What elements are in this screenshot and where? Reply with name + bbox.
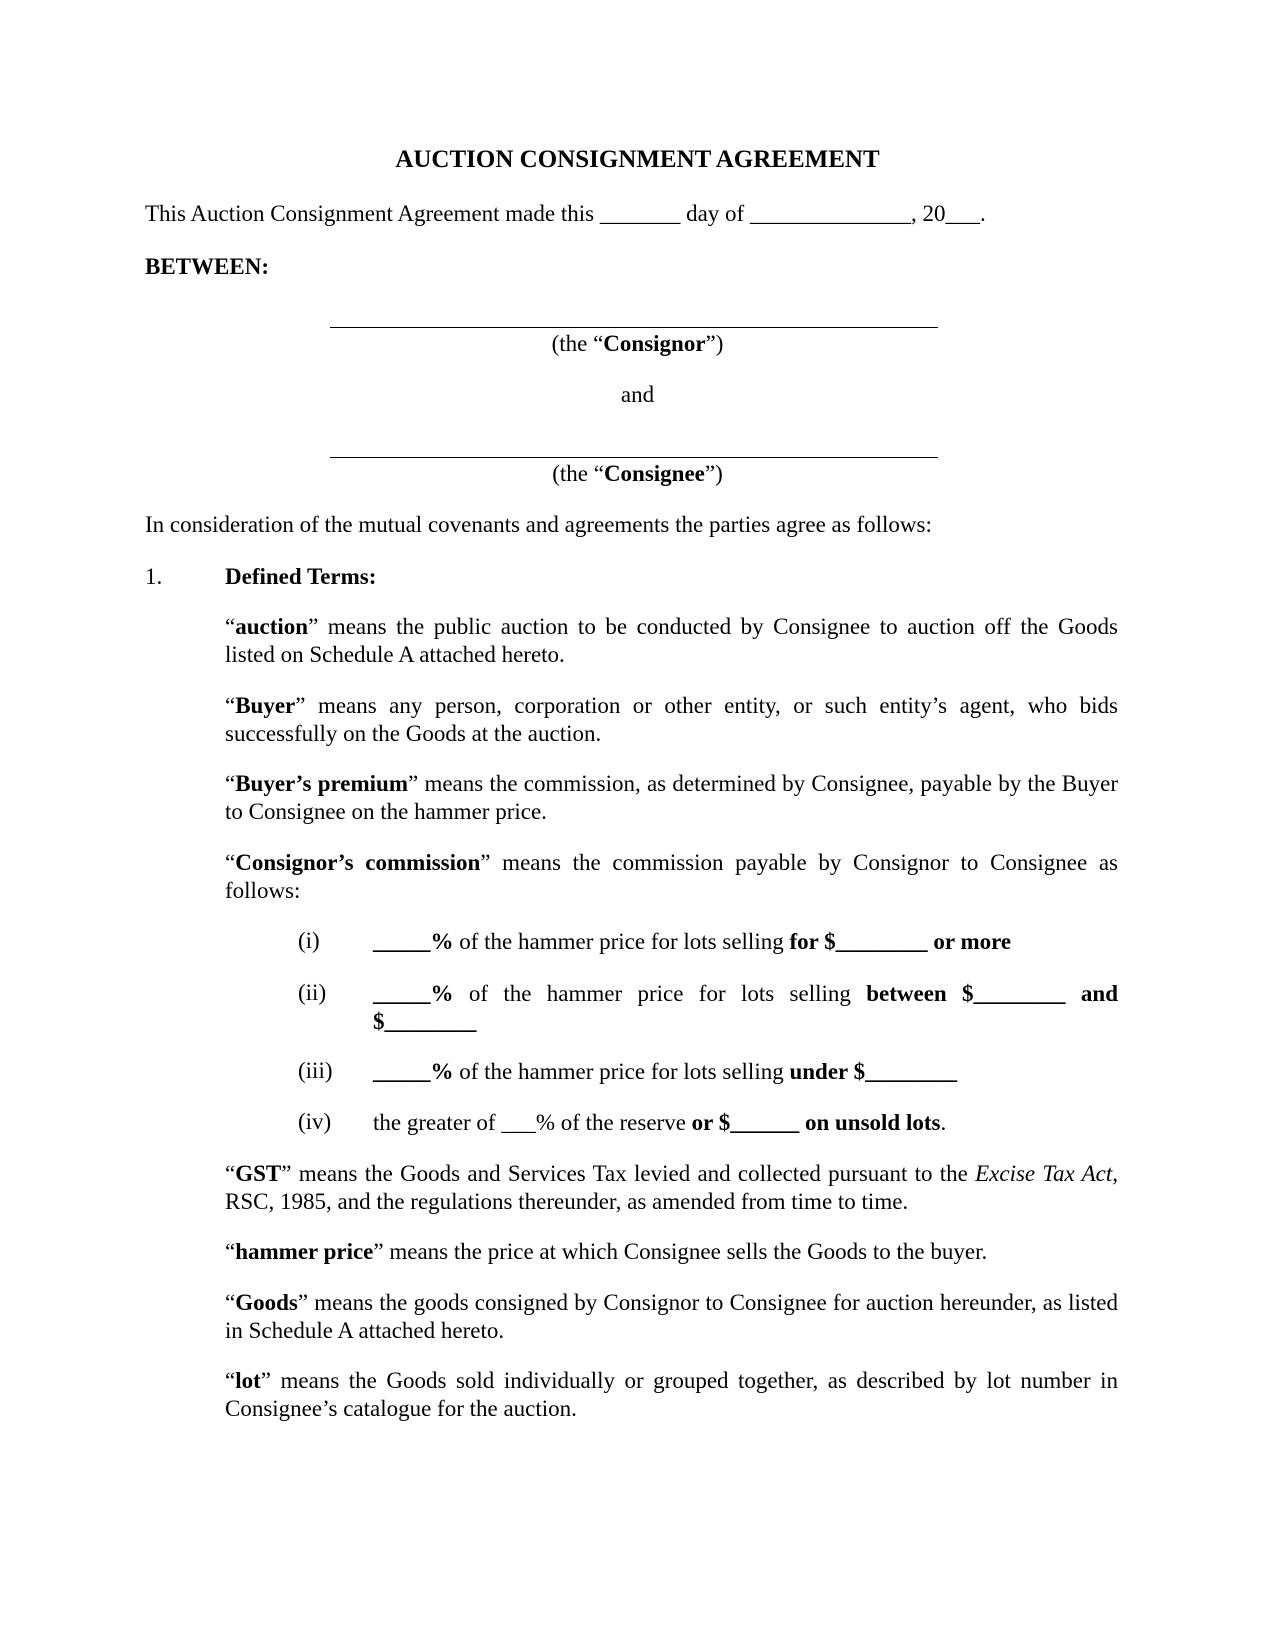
consignor-signature-line bbox=[330, 327, 938, 328]
item-number: (ii) bbox=[298, 980, 327, 1005]
commission-item: _____% of the hammer price for lots selling for $________ or more bbox=[373, 929, 1012, 954]
between-label: BETWEEN: bbox=[145, 254, 269, 279]
definition-auction: “auction” means the public auction to be conducted by Consignee to auction off the Goods listed on Schedule A attached hereto. bbox=[225, 614, 1118, 667]
consignor-label: (the “Consignor”) bbox=[551, 331, 724, 356]
definition-buyer: “Buyer” means any person, corporation or other entity, or such entity’s agent, who bids successfully on the Goods at the auction. bbox=[225, 693, 1118, 746]
definition-goods: “Goods” means the goods consigned by Consignor to Consignee for auction hereunder, as listed in Schedule A attached hereto. bbox=[225, 1290, 1118, 1343]
intro-line: This Auction Consignment Agreement made this _______ day of ______________, 20___. bbox=[145, 201, 986, 226]
definition-consignors-commission: “Consignor’s commission” means the commission payable by Consignor to Consignee as follows: bbox=[225, 850, 1118, 903]
and-label: and bbox=[620, 382, 655, 407]
commission-item: _____% of the hammer price for lots selling between $________ and $________ bbox=[373, 981, 1119, 1034]
consideration-text: In consideration of the mutual covenants and agreements the parties agree as follows: bbox=[145, 512, 932, 537]
definition-buyers-premium: “Buyer’s premium” means the commission, as determined by Consignee, payable by the Buyer to Consignee on the hammer price. bbox=[225, 771, 1119, 824]
consignee-signature-line bbox=[330, 457, 938, 458]
section-title: Defined Terms: bbox=[225, 564, 377, 589]
item-number: (iii) bbox=[298, 1058, 333, 1083]
consignee-label: (the “Consignee”) bbox=[552, 461, 723, 486]
item-number: (i) bbox=[298, 928, 320, 953]
section-number: 1. bbox=[145, 564, 163, 589]
definition-hammer-price: “hammer price” means the price at which Consignee sells the Goods to the buyer. bbox=[225, 1239, 988, 1264]
commission-item: the greater of ___% of the reserve or $______ on unsold lots. bbox=[373, 1110, 947, 1135]
document-title: AUCTION CONSIGNMENT AGREEMENT bbox=[395, 146, 880, 173]
commission-item: _____% of the hammer price for lots selling under $________ bbox=[373, 1059, 958, 1084]
definition-lot: “lot” means the Goods sold individually or grouped together, as described by lot number in Consignee’s catalogue for the auction. bbox=[225, 1368, 1118, 1421]
item-number: (iv) bbox=[298, 1109, 332, 1134]
definition-gst: “GST” means the Goods and Services Tax levied and collected pursuant to the Excise Tax Act, RSC, 1985, and the regulations thereunder, as amended from time to time. bbox=[225, 1161, 1118, 1214]
